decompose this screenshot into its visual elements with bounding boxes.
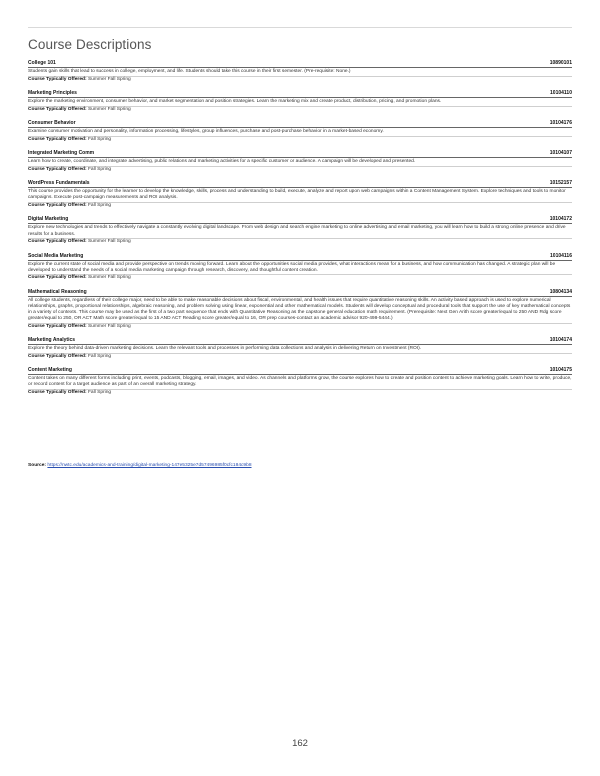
course-offered bbox=[28, 354, 572, 360]
offered-label: Course Typically Offered: bbox=[28, 275, 87, 281]
course-code: 10104116 bbox=[550, 252, 572, 259]
course-entry bbox=[28, 120, 572, 143]
course-entry bbox=[28, 90, 572, 113]
course-entry bbox=[28, 180, 572, 209]
course-header bbox=[28, 90, 572, 98]
source-line bbox=[28, 463, 252, 469]
course-name: Integrated Marketing Comm bbox=[28, 150, 95, 157]
top-divider bbox=[28, 27, 572, 28]
course-code: 10104174 bbox=[549, 337, 572, 344]
offered-terms: Summer Fall Spring bbox=[87, 106, 131, 112]
course-name: WordPress Fundamentals bbox=[28, 180, 90, 187]
offered-terms: Summer Fall Spring bbox=[87, 76, 131, 82]
course-offered bbox=[28, 167, 572, 173]
course-header bbox=[28, 337, 572, 345]
course-offered bbox=[28, 107, 572, 113]
course-header bbox=[28, 216, 572, 224]
course-name: College 101 bbox=[28, 60, 56, 66]
course-offered bbox=[28, 275, 572, 281]
page-title: Course Descriptions bbox=[28, 37, 152, 52]
offered-terms: Fall Spring bbox=[87, 353, 112, 359]
course-entry bbox=[28, 216, 572, 245]
course-offered bbox=[28, 203, 572, 209]
offered-terms: Fall Spring bbox=[87, 389, 112, 395]
course-name: Mathematical Reasoning bbox=[28, 288, 87, 295]
source-link[interactable]: https://nwtc.edu/academics-and-training/digital-marketing-147e5325e7d57496985f0cfc184c9b8 bbox=[47, 463, 252, 468]
offered-terms: Summer Fall Spring bbox=[87, 275, 131, 281]
offered-label: Course Typically Offered: bbox=[28, 76, 87, 82]
course-entry bbox=[28, 337, 572, 360]
course-entry bbox=[28, 367, 572, 396]
course-description: Learn how to create, coordinate, and integrate advertising, public relations and marketing activities for a specific customer or audience. A campaign will be developed and presented. bbox=[28, 158, 572, 167]
offered-label: Course Typically Offered: bbox=[28, 389, 87, 395]
course-description: Explore the theory behind data-driven marketing decisions. Learn the relevant tools and processes in performing data collections and analysis in delivering Return on Investment (ROI). bbox=[28, 345, 572, 354]
course-description: Explore the current state of social media and provide perspective on trends moving forward. Learn about the opportunities social media provides, what interactions mean for a business, and how communication has changed. A strategic plan will be developed to understand the needs of a social media marketing campaign through research, discovery, and thoughtful content creation. bbox=[28, 261, 572, 276]
course-entry bbox=[28, 150, 572, 173]
course-header bbox=[28, 367, 572, 375]
offered-label: Course Typically Offered: bbox=[28, 353, 87, 359]
course-description: This course provides the opportunity for the learner to develop the knowledge, skills, process and understanding to build, execute, analyze and report upon web campaigns within a Content Management System. Explore techniques and tools to monitor campaigns. Execute post-campaign measurements and ROI analysis. bbox=[28, 188, 572, 203]
course-header bbox=[28, 253, 572, 261]
offered-terms: Fall Spring bbox=[87, 166, 112, 172]
course-entry bbox=[28, 253, 572, 282]
course-header bbox=[28, 120, 572, 128]
course-code: 10804134 bbox=[549, 288, 572, 295]
offered-terms: Fall Spring bbox=[87, 203, 112, 208]
offered-label: Course Typically Offered: bbox=[28, 106, 87, 112]
offered-terms: Summer Fall Spring bbox=[87, 239, 131, 245]
source-label: Source: bbox=[28, 463, 47, 468]
course-code: 10104175 bbox=[549, 367, 572, 374]
course-description: Examine consumer motivation and personality, information processing, lifestyles, group influences, purchase and post-purchase behavior in a market-based economy. bbox=[28, 128, 572, 137]
course-entry bbox=[28, 60, 572, 83]
offered-label: Course Typically Offered: bbox=[28, 136, 87, 142]
course-header bbox=[28, 150, 572, 158]
course-name: Marketing Analytics bbox=[28, 337, 76, 344]
course-code: 10890101 bbox=[549, 60, 572, 66]
course-offered bbox=[28, 77, 572, 83]
course-header bbox=[28, 60, 572, 68]
course-name: Social Media Marketing bbox=[28, 252, 84, 259]
course-offered bbox=[28, 239, 572, 245]
course-list bbox=[28, 60, 572, 403]
course-name: Digital Marketing bbox=[28, 216, 69, 223]
course-description: Students gain skills that lead to success in college, employment, and life. Students should take this course in their first semester. (Pre-requisite: None.) bbox=[28, 68, 572, 77]
course-name: Content Marketing bbox=[28, 367, 72, 374]
course-header bbox=[28, 289, 572, 297]
course-name: Marketing Principles bbox=[28, 90, 77, 97]
course-code: 10152157 bbox=[549, 180, 572, 187]
offered-label: Course Typically Offered: bbox=[28, 323, 87, 329]
course-code: 10104107 bbox=[549, 150, 572, 157]
course-offered bbox=[28, 390, 572, 396]
offered-terms: Summer Fall Spring bbox=[87, 323, 131, 329]
offered-label: Course Typically Offered: bbox=[28, 166, 87, 172]
course-code: 10104110 bbox=[550, 90, 572, 97]
course-description: Content takes on many different forms including print, events, podcasts, blogging, email, images, and video. As channels and platforms grow, the course explores how to create and position content to achieve marketing goals. Learn how to write, produce, or record content for a target audience as part of an overall marketing strategy. bbox=[28, 375, 572, 390]
course-description: All college students, regardless of their college major, need to be able to make reasonable decisions about fiscal, environmental, and health issues that require quantitative reasoning skills. An activity based approach is used to explore numerical relationships, graphs, proportional relationships, algebraic reasoning, and problem solving using linear, exponential and other mathematical models. Students will develop conceptual and procedural tools that support the use of key mathematical concepts in a variety of contexts. This course may be used as the first of a two part sequence that ends with Quantitative Reasoning as the capstone general education math requirement. (Prerequisite: Next Gen Arith score greater/equal to 250 AND Rdg score greater/equal to 250, OR ACT Math score greater/equal to 15 AND ACT Reading score greater/equal to 16, OR prep courses-contact an academic advisor 920-498-5444.) bbox=[28, 297, 572, 324]
course-description: Explore new technologies and trends to effectively navigate a constantly evolving digital landscape. From web design and search engine marketing to online advertising and email marketing, you will learn how to build a strong online presence and drive results for a business. bbox=[28, 224, 572, 239]
course-header bbox=[28, 180, 572, 188]
course-code: 10104176 bbox=[549, 120, 572, 127]
offered-label: Course Typically Offered: bbox=[28, 239, 87, 245]
course-offered bbox=[28, 137, 572, 143]
page-number: 162 bbox=[292, 738, 308, 749]
course-code: 10104172 bbox=[549, 216, 572, 223]
offered-terms: Fall Spring bbox=[87, 136, 112, 142]
course-entry bbox=[28, 289, 572, 330]
course-description: Explore the marketing environment, consumer behavior, and market segmentation and position strategies. Learn the marketing mix and create product, distribution, pricing, and promotion plans. bbox=[28, 98, 572, 107]
course-offered bbox=[28, 324, 572, 330]
course-name: Consumer Behavior bbox=[28, 120, 76, 127]
offered-label: Course Typically Offered: bbox=[28, 203, 87, 208]
